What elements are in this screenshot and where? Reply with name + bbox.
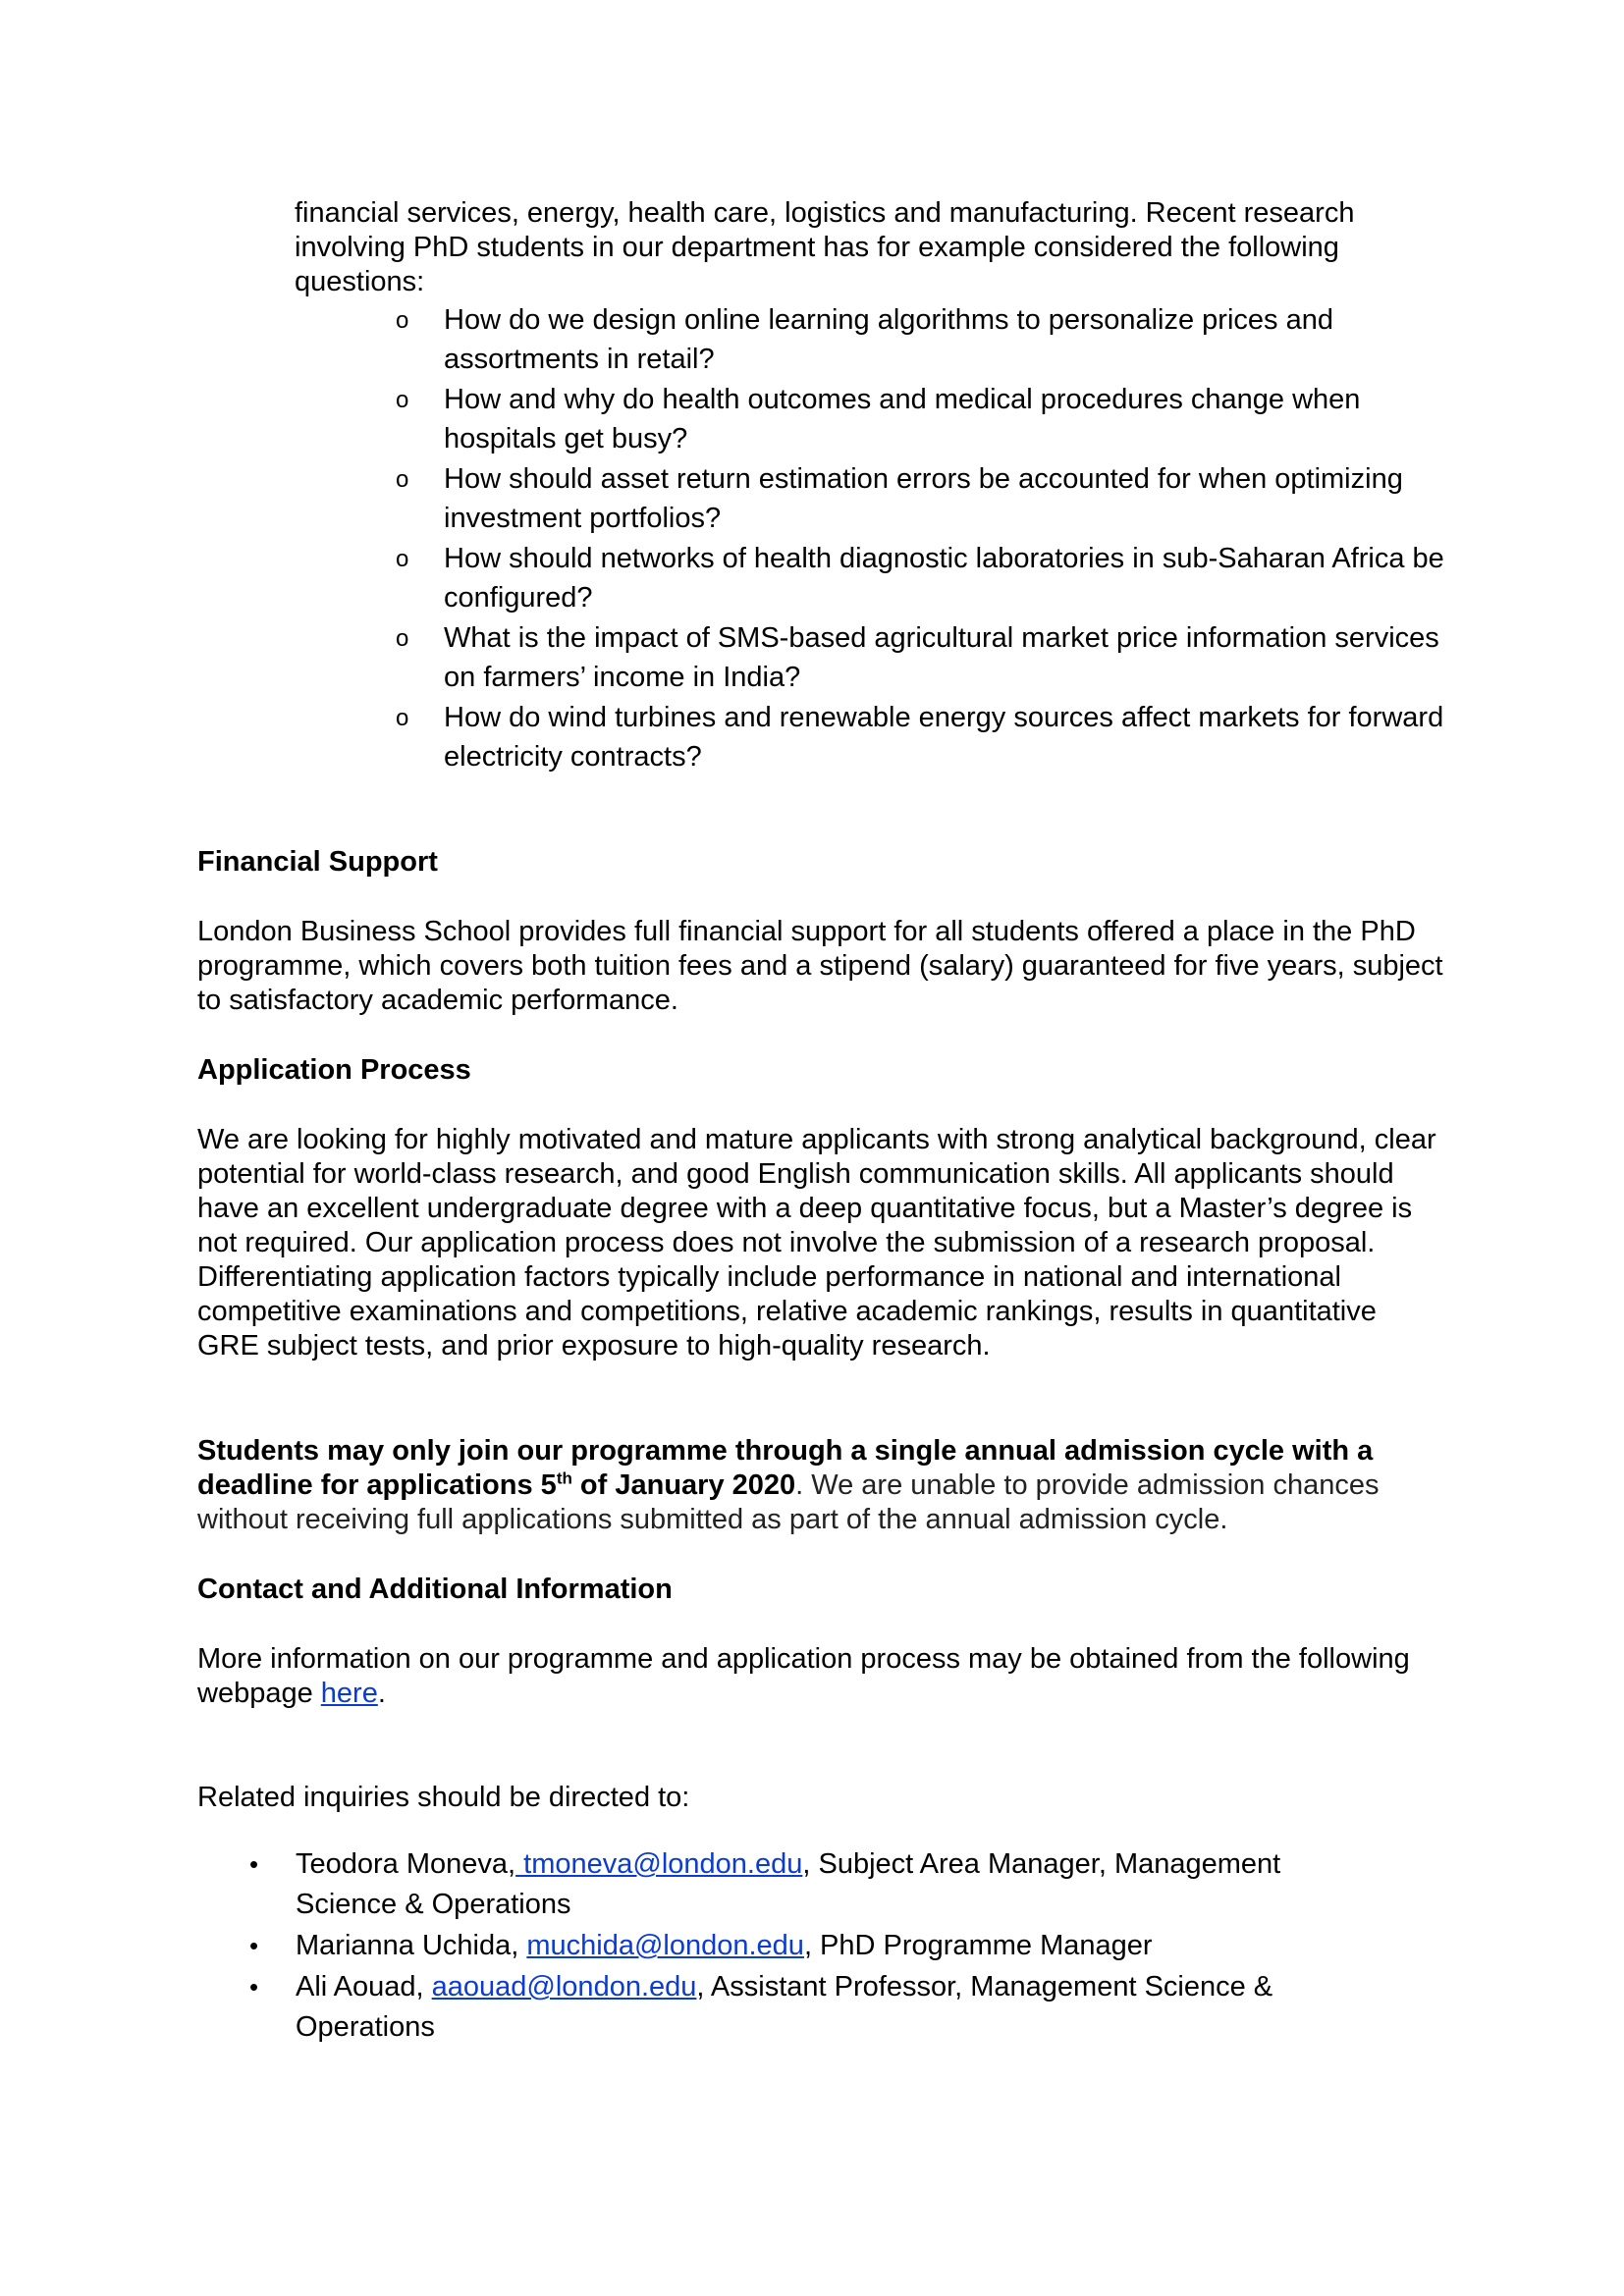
question-text: How do we design online learning algorithms to personalize prices and assortments in retail? <box>444 304 1333 375</box>
contact-role: , PhD Programme Manager <box>803 1930 1153 1961</box>
contact-paragraph <box>197 1642 1444 1711</box>
question-text: How and why do health outcomes and medical procedures change when hospitals get busy? <box>444 384 1361 454</box>
contact-item <box>197 1844 1376 1925</box>
hollow-bullet-icon: o <box>396 387 409 413</box>
question-text: How should networks of health diagnostic laboratories in sub-Saharan Africa be configured? <box>444 543 1444 614</box>
contact-text: More information on our programme and application process may be obtained from the following webpage <box>197 1643 1410 1709</box>
hollow-bullet-icon: o <box>396 705 409 731</box>
contact-text-end: . <box>377 1678 386 1709</box>
inquiries-line: Related inquiries should be directed to: <box>197 1782 690 1813</box>
deadline-bold-text: Students may only join our programme through a single annual admission cycle with a deadline for applications 5 <box>197 1435 1374 1501</box>
contact-name: Ali Aouad, <box>296 1971 432 2002</box>
email-link[interactable]: aaouad@london.edu <box>431 1971 697 2002</box>
bullet-icon: • <box>249 1931 259 1960</box>
question-text: How do wind turbines and renewable energy sources affect markets for forward electricity contracts? <box>444 702 1444 773</box>
contact-heading: Contact and Additional Information <box>197 1574 673 1605</box>
bullet-icon: • <box>249 1972 259 2002</box>
contact-role: , Subject Area Manager, Management Science & Operations <box>296 1848 1281 1920</box>
application-process-heading: Application Process <box>197 1054 471 1086</box>
financial-support-heading: Financial Support <box>197 846 438 878</box>
list-item <box>295 459 1453 538</box>
deadline-paragraph <box>197 1434 1444 1537</box>
research-questions-list <box>295 300 1453 777</box>
hollow-bullet-icon: o <box>396 625 409 652</box>
here-link[interactable]: here <box>320 1678 378 1709</box>
bullet-icon: • <box>249 1849 259 1879</box>
hollow-bullet-icon: o <box>396 546 409 572</box>
deadline-rest-text: . We are unable to provide admission chances without receiving full applications submitted as part of the annual admission cycle. <box>197 1469 1380 1535</box>
list-item <box>295 380 1453 458</box>
email-link[interactable]: muchida@london.edu <box>526 1930 804 1961</box>
deadline-date-text: of January 2020 <box>571 1469 796 1501</box>
contact-role: , Assistant Professor, Management Science & Operations <box>296 1971 1273 2043</box>
list-item <box>295 539 1453 617</box>
question-text: How should asset return estimation errors be accounted for when optimizing investment portfolios? <box>444 463 1403 534</box>
hollow-bullet-icon: o <box>396 307 409 334</box>
application-process-paragraph: We are looking for highly motivated and mature applicants with strong analytical background, clear potential for world-class research, and good English communication skills. All applicants should have an excellent undergraduate degree with a deep quantitative focus, but a Master’s degree is not required. Our application process does not involve the submission of a research proposal. Differentiating application factors typically include performance in national and international competitive examinations and competitions, relative academic rankings, results in quantitative GRE subject tests, and prior exposure to high-quality research. <box>197 1124 1436 1362</box>
financial-support-paragraph: London Business School provides full financial support for all students offered a place in the PhD programme, which covers both tuition fees and a stipend (salary) guaranteed for five years, subject to satisfactory academic performance. <box>197 916 1443 1016</box>
hollow-bullet-icon: o <box>396 466 409 493</box>
question-text: What is the impact of SMS-based agricultural market price information services on farmers’ income in India? <box>444 622 1439 693</box>
contacts-list <box>197 1844 1376 2049</box>
list-item <box>295 300 1453 379</box>
ordinal-suffix: th <box>556 1468 572 1488</box>
contact-name: Teodora Moneva, <box>296 1848 516 1880</box>
list-item <box>295 618 1453 697</box>
contact-name: Marianna Uchida, <box>296 1930 527 1961</box>
intro-paragraph: financial services, energy, health care, logistics and manufacturing. Recent research involving PhD students in our department has for example considered the following questions: <box>295 197 1355 297</box>
contact-item <box>197 1967 1376 2048</box>
list-item <box>295 698 1453 776</box>
contact-item <box>197 1926 1376 1966</box>
email-link[interactable]: tmoneva@london.edu <box>515 1848 803 1880</box>
